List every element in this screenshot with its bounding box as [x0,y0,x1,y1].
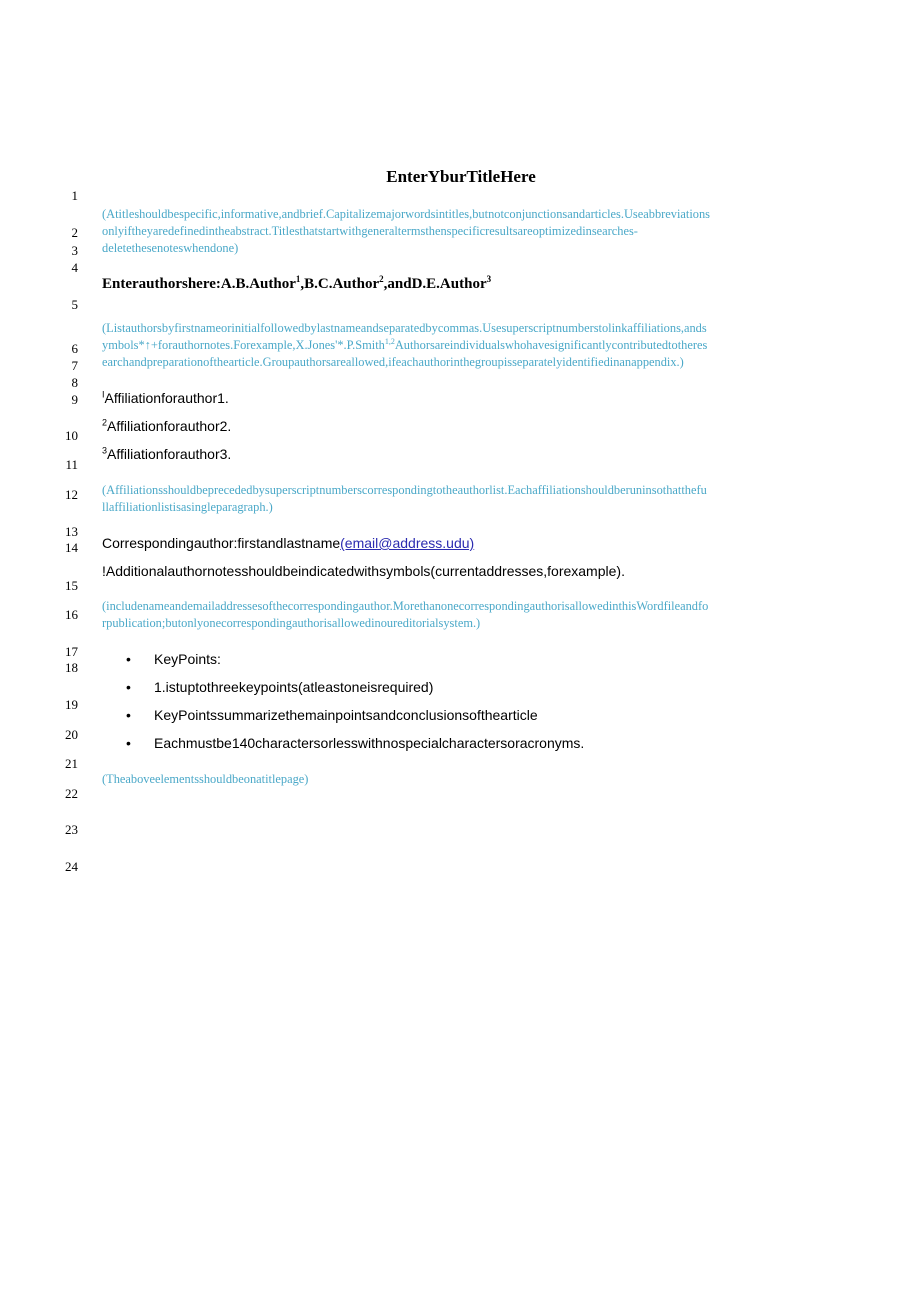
line-number-1: 1 [71,188,78,203]
corresponding-author [102,534,474,552]
additional-author-notes: !Additionalauthornotesshouldbeindicatedwithsymbols(currentaddresses,forexample). [102,563,625,579]
affiliation-3-text: Affiliationforauthor3. [107,446,232,462]
corresponding-note-line-2: rpublication;butonlyonecorrespondingauthorisallowedinoureditorialsystem.) [102,616,481,630]
line-number-23: 23 [65,822,78,837]
author-sup-2: 2 [379,274,384,284]
affiliation-3-sup: 3 [102,445,108,456]
line-number-5: 5 [71,297,78,312]
line-number-14: 14 [65,540,78,555]
bullet-icon: • [126,651,131,667]
affiliations-note [102,482,824,516]
authors-note-line-2b: Authorsareindividualswhohavesignificantlycontributedtotheres [394,338,708,352]
line-number-24: 24 [65,859,78,874]
authors-prefix: Enterauthorshere:A.B.Author [102,276,296,292]
line-number-6: 6 [71,341,78,356]
title-note [102,206,824,257]
authors-note-line-1: (Listauthorsbyfirstnameorinitialfollowedbylastnameandseparatedbycommas.Usesuperscriptnumberstolinkaffiliations,ands [102,321,707,335]
key-point-item: Eachmustbe140charactersorlesswithnospecialcharactersoracronyms. [154,735,585,751]
affiliation-3 [102,445,231,463]
line-number-7: 7 [71,358,78,373]
title-page-note: (Theaboveelementsshouldbeonatitlepage) [102,772,309,786]
line-number-17: 17 [65,644,78,659]
affiliation-1-sup: I [102,389,105,400]
email-link[interactable]: (email@address.udu) [340,535,475,551]
key-point-item: 1.istuptothreekeypoints(atleastoneisrequired) [154,679,434,695]
bullet-icon: • [126,735,131,751]
line-number-19: 19 [65,697,78,712]
authors-mid-2: ,andD.E.Author [383,276,487,292]
title-note-line-1: (Atitleshouldbespecific,informative,andbrief.Capitalizemajorwordsintitles,butnotconjunctionsandarticles.Useabbreviations [102,207,711,221]
affiliation-2-text: Affiliationforauthor2. [107,418,232,434]
title-note-line-3: deletethesenoteswhendone) [102,241,239,255]
line-number-15: 15 [65,578,78,593]
corresponding-note-line-1: (includenameandemailaddressesofthecorrespondingauthor.MorethanonecorrespondingauthorisallowedinthisWordfileandfo [102,599,709,613]
affiliation-1 [102,389,229,407]
line-number-12: 12 [65,487,78,502]
line-number-3: 3 [71,243,78,258]
line-number-21: 21 [65,756,78,771]
line-number-10: 10 [65,428,78,443]
line-number-18: 18 [65,660,78,675]
bullet-icon: • [126,707,131,723]
affiliation-2 [102,417,231,435]
line-number-20: 20 [65,727,78,742]
corresponding-author-label: Correspondingauthor:firstandlastname [102,535,341,551]
authors-mid-1: ,B.C.Author [300,276,380,292]
key-point-item: KeyPointssummarizethemainpointsandconclusionsofthearticle [154,707,538,723]
line-number-16: 16 [65,607,78,622]
authors-note [102,320,824,371]
corresponding-note [102,598,824,632]
authors-note-sup: 1,2 [384,336,395,346]
line-number-13: 13 [65,524,78,539]
line-number-8: 8 [71,375,78,390]
line-number-22: 22 [65,786,78,801]
line-number-9: 9 [71,392,78,407]
line-number-2: 2 [71,225,78,240]
author-sup-3: 3 [486,274,492,284]
affiliations-note-line-1: (Affiliationsshouldbeprecededbysuperscriptnumberscorrespondingtotheauthorlist.Eachaffiliationshouldberuninsothatthefu [102,483,707,497]
key-point-item: KeyPoints: [154,651,221,667]
line-number-4: 4 [71,260,78,275]
page-title: EnterYburTitleHere [386,167,536,186]
line-number-11: 11 [65,457,78,472]
authors-note-line-2a: ymbols*↑+forauthornotes.Forexample,X.Jones'*.P.Smith [102,338,385,352]
affiliations-note-line-2: llaffiliationlistisasingleparagraph.) [102,500,273,514]
authors-note-line-3: earchandpreparationofthearticle.Groupauthorsareallowed,ifeachauthorinthegroupisseparatelyidentifiedinanappendix.) [102,355,684,369]
author-sup-1: 1 [295,274,301,284]
affiliation-1-text: Affiliationforauthor1. [104,390,229,406]
bullet-icon: • [126,679,131,695]
title-note-line-2: onlyiftheyaredefinedintheabstract.Titlesthatstartwithgeneraltermsthenspecificresultsareoptimizedinsearches- [102,224,638,238]
author-list [102,274,491,294]
affiliation-2-sup: 2 [102,417,108,428]
